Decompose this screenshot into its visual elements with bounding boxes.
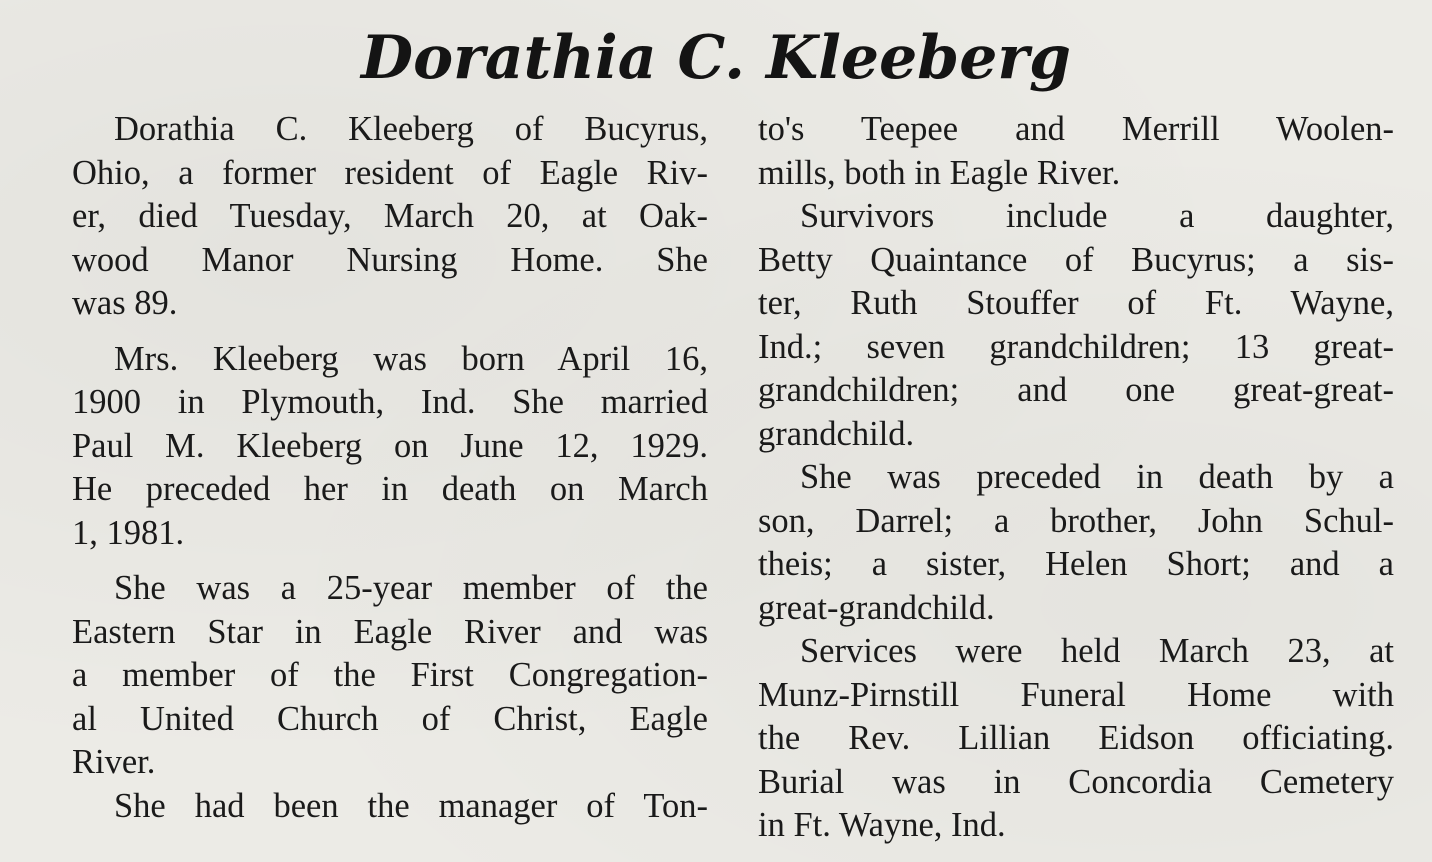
text-line: the Rev. Lillian Eidson officiating. (758, 719, 1394, 757)
text-line: Dorathia C. Kleeberg of Bucyrus, (114, 110, 708, 148)
paragraph-preceded-in-death (758, 456, 1394, 630)
text-line: to's Teepee and Merrill Woolen- (758, 110, 1394, 148)
text-line: ter, Ruth Stouffer of Ft. Wayne, (758, 284, 1394, 322)
text-line: al United Church of Christ, Eagle (72, 699, 708, 738)
text-line: grandchildren; and one great-great- (758, 371, 1394, 409)
text-line: She was a 25-year member of the (114, 569, 708, 607)
text-line: Survivors include a daughter, (800, 197, 1394, 235)
text-line: Services were held March 23, at (800, 632, 1394, 670)
text-line: theis; a sister, Helen Short; and a (758, 545, 1394, 583)
text-line: grandchild. (758, 414, 915, 453)
paragraph-employment-continued (758, 108, 1394, 195)
text-line: Eastern Star in Eagle River and was (72, 612, 708, 651)
paragraph-memberships (72, 567, 708, 785)
text-line: She was preceded in death by a (800, 458, 1394, 496)
text-line: Paul M. Kleeberg on June 12, 1929. (72, 426, 708, 465)
paragraph-survivors (758, 195, 1394, 456)
text-line: Mrs. Kleeberg was born April 16, (114, 339, 708, 378)
text-line: 1900 in Plymouth, Ind. She married (72, 383, 708, 421)
text-line: Burial was in Concordia Cemetery (758, 762, 1394, 801)
text-line: He preceded her in death on March (72, 470, 708, 508)
text-line: mills, both in Eagle River. (758, 153, 1121, 192)
text-line: in Ft. Wayne, Ind. (758, 806, 1006, 844)
text-line: wood Manor Nursing Home. She (72, 240, 708, 279)
right-column (758, 108, 1394, 848)
text-line: er, died Tuesday, March 20, at Oak- (72, 197, 708, 235)
text-line: a member of the First Congregation- (72, 656, 708, 694)
text-line: son, Darrel; a brother, John Schul- (758, 501, 1394, 540)
obituary-headline: Dorathia C. Kleeberg (361, 23, 1071, 93)
paragraph-employment (72, 785, 708, 829)
text-line: great-grandchild. (758, 588, 995, 627)
text-line: Betty Quaintance of Bucyrus; a sis- (758, 240, 1394, 279)
paragraph-birth-marriage (72, 338, 708, 556)
text-line: 1, 1981. (72, 513, 185, 552)
text-line: River. (72, 743, 156, 781)
text-line: Ind.; seven grandchildren; 13 great- (758, 327, 1394, 366)
text-line: was 89. (72, 284, 178, 322)
paragraph-services (758, 630, 1394, 848)
text-line: She had been the manager of Ton- (114, 786, 708, 825)
left-column (72, 108, 708, 828)
paragraph-death-notice (72, 108, 708, 326)
text-line: Ohio, a former resident of Eagle Riv- (72, 153, 708, 192)
text-line: Munz-Pirnstill Funeral Home with (758, 675, 1394, 714)
